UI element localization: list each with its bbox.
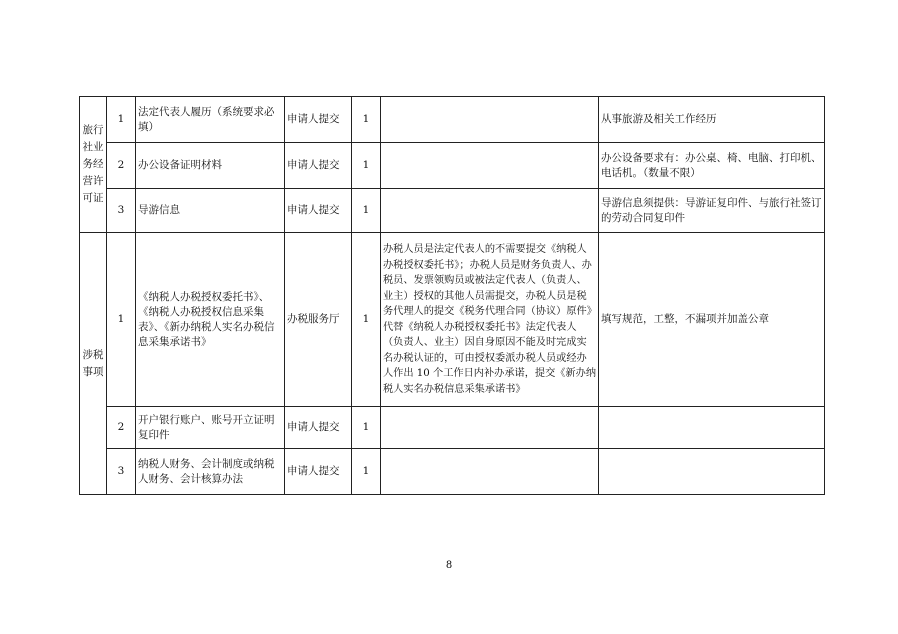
note-cell [381, 189, 599, 233]
material-source: 申请人提交 [285, 97, 352, 143]
category-cell: 旅行社业务经营许可证 [80, 97, 107, 233]
material-source: 申请人提交 [285, 407, 352, 449]
row-number: 3 [107, 189, 136, 233]
requirement-cell: 办公设备要求有：办公桌、椅、电脑、打印机、电话机。（数量不限） [599, 143, 825, 189]
note-cell [381, 449, 599, 495]
page-number: 8 [445, 560, 453, 571]
copy-count: 1 [352, 97, 381, 143]
row-number: 1 [107, 97, 136, 143]
table-row [80, 143, 825, 189]
row-number: 2 [107, 407, 136, 449]
material-source: 申请人提交 [285, 143, 352, 189]
note-cell [381, 143, 599, 189]
copy-count: 1 [352, 407, 381, 449]
table-row [80, 97, 825, 143]
requirement-cell: 填写规范，工整，不漏项并加盖公章 [599, 233, 825, 407]
row-number: 1 [107, 233, 136, 407]
copy-count: 1 [352, 189, 381, 233]
materials-table [79, 96, 825, 495]
material-name: 纳税人财务、会计制度或纳税人财务、会计核算办法 [136, 449, 285, 495]
copy-count: 1 [352, 143, 381, 189]
note-cell: 办税人员是法定代表人的不需要提交《纳税人办税授权委托书》；办税人员是财务负责人、办税员、发票领购员或被法定代表人（负责人、业主）授权的其他人员需提交，办税人员是税务代理人的提交《税务代理合同（协议）原件》代替《纳税人办税授权委托书》法定代表人（负责人、业主）因自身原因不能及时完成实名办税认证的，可由授权委派办税人员或经办人作出 10 个工作日内补办承诺，提交《新办纳税人实名办税信息采集承诺书》 [381, 233, 599, 407]
note-cell [381, 97, 599, 143]
material-name: 《纳税人办税授权委托书》、《纳税人办税授权信息采集表》、《新办纳税人实名办税信息采集承诺书》 [136, 233, 285, 407]
table-row [80, 189, 825, 233]
copy-count: 1 [352, 233, 381, 407]
table-row [80, 407, 825, 449]
table-row [80, 233, 825, 407]
row-number: 2 [107, 143, 136, 189]
requirement-cell [599, 407, 825, 449]
requirement-cell: 从事旅游及相关工作经历 [599, 97, 825, 143]
material-source: 申请人提交 [285, 449, 352, 495]
table-row [80, 449, 825, 495]
row-number: 3 [107, 449, 136, 495]
category-cell: 涉税事项 [80, 233, 107, 495]
requirement-cell [599, 449, 825, 495]
note-cell [381, 407, 599, 449]
material-source: 办税服务厅 [285, 233, 352, 407]
requirement-cell: 导游信息须提供：导游证复印件、与旅行社签订的劳动合同复印件 [599, 189, 825, 233]
material-name: 开户银行账户、账号开立证明复印件 [136, 407, 285, 449]
material-name: 办公设备证明材料 [136, 143, 285, 189]
copy-count: 1 [352, 449, 381, 495]
material-name: 导游信息 [136, 189, 285, 233]
material-source: 申请人提交 [285, 189, 352, 233]
material-name: 法定代表人履历（系统要求必填） [136, 97, 285, 143]
